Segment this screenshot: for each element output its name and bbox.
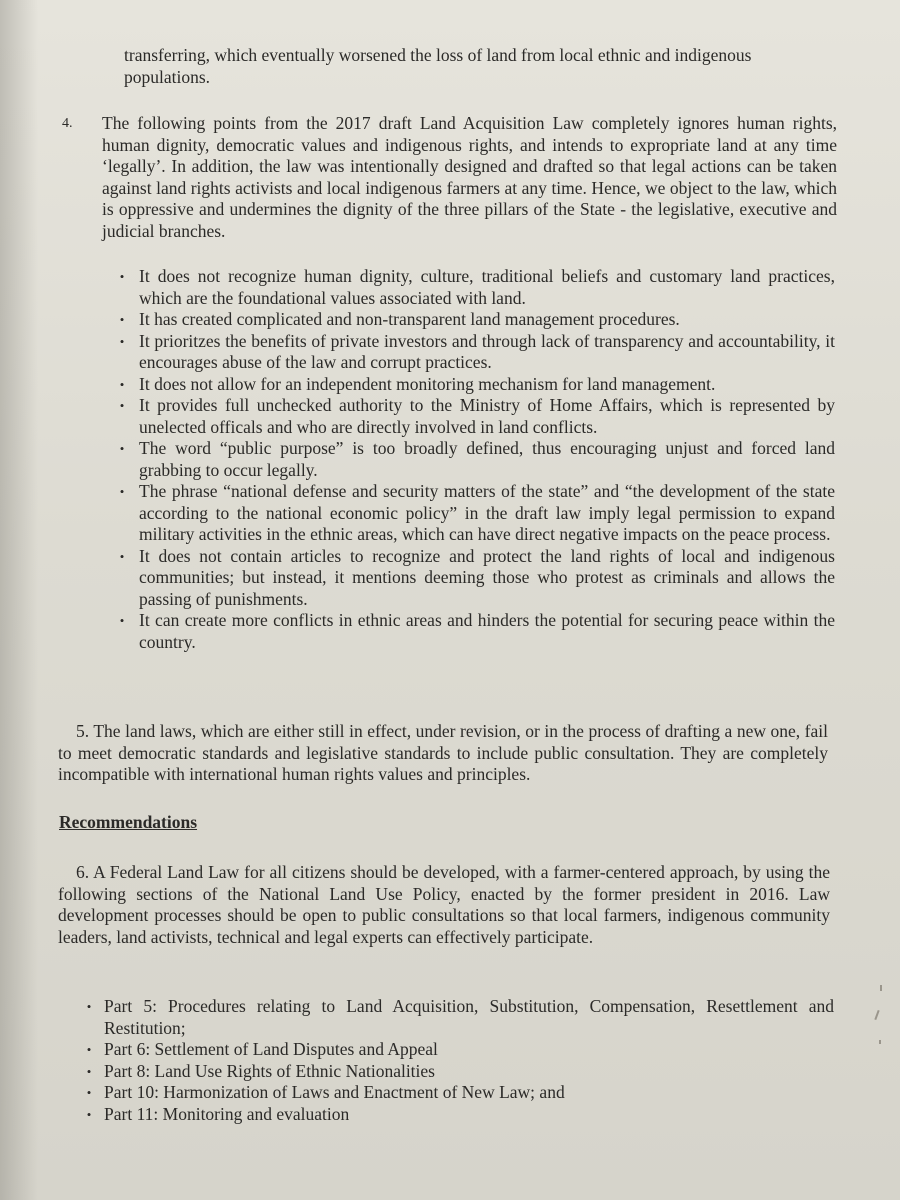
bullet-icon: • <box>86 1042 92 1057</box>
intro-continuation-paragraph: transferring, which eventually worsened the loss of land from local ethnic and indigenous populations. <box>124 45 752 87</box>
paragraph-text: 6. A Federal Land Law for all citizens should be developed, with a farmer-centered approach, by using the following sections of the National Land Use Policy, enacted by the former president in 2016. Law development processes should be open to public consultations so that local farmers, indigenous community leaders, land activists, technical and legal experts can effectively participate. <box>58 862 830 947</box>
bullet-icon: • <box>119 269 125 284</box>
list-item: • It has created complicated and non-transparent land management procedures. <box>117 309 835 331</box>
land-use-policy-parts-list <box>84 996 834 1125</box>
bullet-icon: • <box>86 1106 92 1122</box>
bullet-icon: • <box>119 398 125 413</box>
bullet-icon: • <box>119 376 125 392</box>
bullet-icon: • <box>119 441 125 456</box>
list-item: • Part 10: Harmonization of Laws and Enactment of New Law; and <box>84 1082 834 1104</box>
list-item: • It does not recognize human dignity, culture, traditional beliefs and customary land practices, which are the foundational values associated with land. <box>117 266 835 309</box>
list-item: • The word “public purpose” is too broadly defined, thus encouraging unjust and forced land grabbing to occur legally. <box>117 438 835 481</box>
bullet-icon: • <box>119 613 125 628</box>
bullet-icon: • <box>119 333 125 349</box>
list-item: • The phrase “national defense and security matters of the state” and “the development of the state according to the national economic policy” in the draft law imply legal permission to expand military activities in the ethnic areas, which can have direct negative impacts on the peace process. <box>117 481 835 546</box>
bullet-icon: • <box>86 1063 92 1079</box>
list-item: • It does not allow for an independent monitoring mechanism for land management. <box>117 374 835 396</box>
paragraph-text: 5. The land laws, which are either still in effect, under revision, or in the process of drafting a new one, fail to meet democratic standards and legislative standards to include public consultation. They are completely incompatible with international human rights values and principles. <box>58 721 828 784</box>
paragraph-text: The following points from the 2017 draft Land Acquisition Law completely ignores human rights, human dignity, democratic values and indigenous rights, and intends to expropriate land at any time ‘legally’. In addition, the law was intentionally designed and drafted so that legal actions can be taken against land rights activists and local indigenous farmers at any time. Hence, we object to the law, which is oppressive and undermines the dignity of the three pillars of the State - the legislative, executive and judicial branches. <box>102 113 837 241</box>
paragraph-number: 5. <box>76 721 90 741</box>
list-item: • It provides full unchecked authority to the Ministry of Home Affairs, which is represented by unelected officals and who are directly involved in land conflicts. <box>117 395 835 438</box>
list-item: • Part 6: Settlement of Land Disputes and Appeal <box>84 1039 834 1061</box>
bullet-icon: • <box>86 1085 92 1100</box>
list-item: • Part 5: Procedures relating to Land Acquisition, Substitution, Compensation, Resettlement and Restitution; <box>84 996 834 1039</box>
paper-speck <box>880 985 882 991</box>
list-item: • It does not contain articles to recognize and protect the land rights of local and indigenous communities; but instead, it mentions deeming those who protest as criminals and allows the passing of punishments. <box>117 546 835 611</box>
land-law-objections-list <box>117 266 835 653</box>
list-item: • It prioritzes the benefits of private investors and through lack of transparency and accountability, it encourages abuse of the law and corrupt practices. <box>117 331 835 374</box>
paragraph-number: 4. <box>62 116 73 131</box>
bullet-icon: • <box>119 548 125 564</box>
paper-speck <box>879 1040 881 1044</box>
bullet-icon: • <box>119 312 125 327</box>
list-item: • It can create more conflicts in ethnic areas and hinders the potential for securing peace within the country. <box>117 610 835 653</box>
paper-speck <box>874 1010 879 1020</box>
recommendations-heading: Recommendations <box>59 812 198 832</box>
list-item: • Part 11: Monitoring and evaluation <box>84 1104 834 1126</box>
list-item: • Part 8: Land Use Rights of Ethnic Nationalities <box>84 1061 834 1083</box>
bullet-icon: • <box>119 484 125 499</box>
bullet-icon: • <box>86 999 92 1014</box>
page-edge-shadow <box>0 0 38 1200</box>
paragraph-number: 6. <box>76 862 90 882</box>
